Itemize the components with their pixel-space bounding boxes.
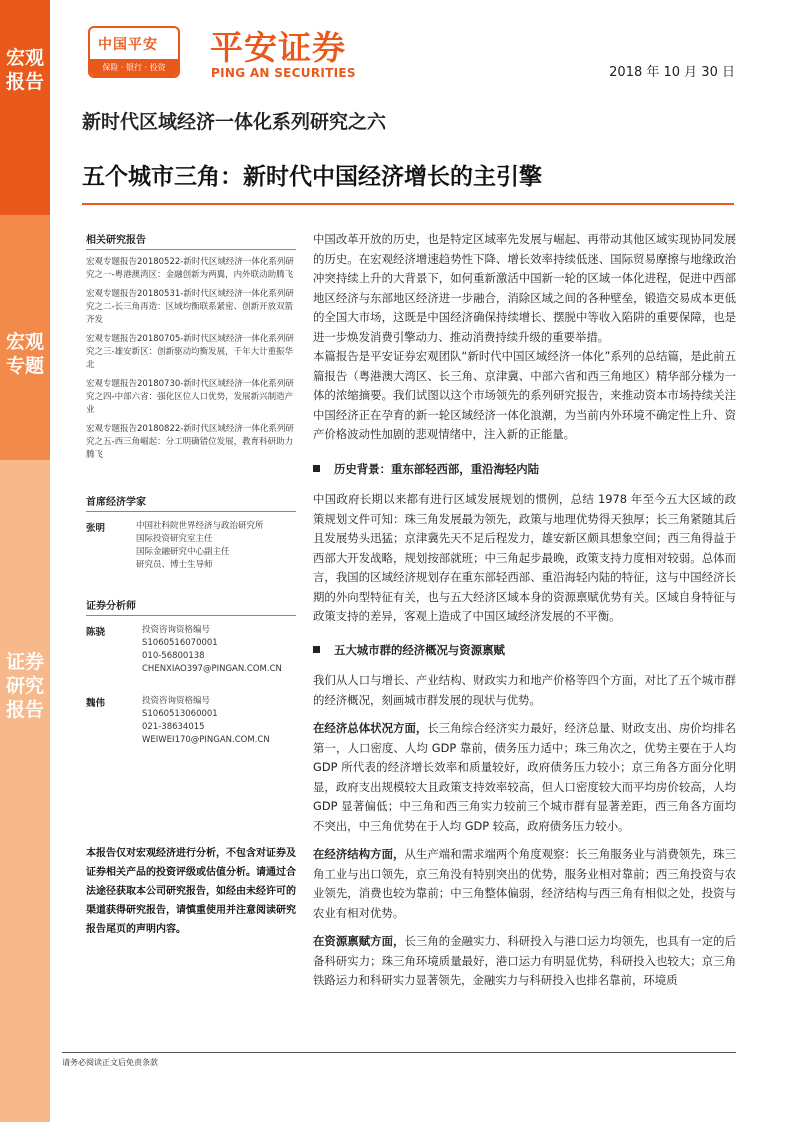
logo-box-tagline: 保险 · 银行 · 投资 [90, 59, 178, 76]
paragraph-lead: 在经济结构方面， [313, 847, 405, 861]
related-report-item[interactable]: 宏观专题报告20180730-新时代区域经济一体化系列研究之四-中部六省：强化区位人口优势，发展新兴制造产业 [86, 379, 294, 415]
section-heading-text: 历史背景：重东部轻西部，重沿海轻内陆 [334, 462, 540, 476]
related-report-item[interactable]: 宏观专题报告20180705-新时代区域经济一体化系列研究之三-雄安新区：创新驱动均衡发展，千年大计重振华北 [86, 334, 294, 370]
side-tab-macro-report: 宏观报告 [5, 47, 44, 93]
section-history [313, 460, 736, 627]
related-report-item[interactable]: 宏观专题报告20180522-新时代区域经济一体化系列研究之一-粤港澳湾区：金融创新为两翼，内外联动助腾飞 [86, 257, 294, 280]
analyst-info [142, 695, 270, 747]
chief-economist-name: 张明 [86, 523, 106, 534]
analyst-cert-number: S1060516070001 [142, 638, 218, 648]
main-body [313, 230, 736, 445]
footer-note: 请务必阅读正文后免责条款 [62, 1058, 158, 1067]
paragraph-lead: 在经济总体状况方面， [313, 721, 428, 735]
bullet-square-icon [313, 646, 320, 653]
intro-paragraph: 本篇报告是平安证券宏观团队“新时代中国区域经济一体化”系列的总结篇，是此前五篇报告（粤港澳大湾区、长三角、京津冀、中部六省和西三角地区）精华部分様为一体的浓缩摘要。我们试图以这个市场领先的系列研究报告，来推动资本市场持续关注中国经济正在孕育的新一轮区域经济一体化浪潮，为当前内外环境不确定性上升、资产价格波动性加剧的悲观情绪中，注入新的正能量。 [313, 349, 736, 441]
ping-an-logo [88, 26, 180, 78]
side-tab-macro-topic: 宏观专题 [5, 331, 44, 377]
paragraph-text: 长三角的金融实力、科研投入与港口运力均领先，也具有一定的后备科研实力；珠三角环境质量最好，港口运力有明显优势，科研投入也较大；京三角铁路运力和科研实力显著领先，金融实力与科研投入也排名靠前，环境质 [313, 934, 736, 987]
logo-box-text: 中国平安 [98, 37, 158, 53]
related-report-item[interactable]: 宏观专题报告20180822-新时代区域经济一体化系列研究之五-西三角崛起：分工明确错位发展，教育科研助力腾飞 [86, 424, 294, 460]
analyst-cert-label: 投资咨询资格编号 [142, 625, 211, 635]
section-paragraph: 我们从人口与增长、产业结构、财政实力和地产价格等四个方面，对比了五个城市群的经济概况，刻画城市群发展的现状与优势。 [313, 673, 736, 707]
paragraph-text: 长三角综合经济实力最好，经济总量、财政支出、房价均排名第一，人口密度、人均 GDP 靠前，债务压力适中；珠三角次之，优势主要在于人均 GDP 所代表的经济增长效率和质量较好，政府债务压力较小；京三角各方面分化明显，政府支出规模较大且政策支持效率较高，但人口密度较大而平均房价较高，人均 GDP 显著偏低；中三角和西三角实力较前三个城市群有显著差距，西三角各方面均不突出，中三角优势在于人均 GDP 较高，政府债务压力较小。 [313, 721, 736, 833]
economist-title-line: 中国社科院世界经济与政治研究所 [136, 521, 264, 531]
brand-name-cn: 平安证券 [210, 28, 346, 67]
analyst-name: 陈骁 [86, 627, 106, 638]
brand-name-en: PING AN SECURITIES [211, 66, 356, 80]
economist-title-line: 国际投资研究室主任 [136, 534, 213, 544]
side-strip-bottom [0, 460, 50, 1122]
page-title: 五个城市三角：新时代中国经济增长的主引擎 [82, 164, 542, 190]
bullet-square-icon [313, 465, 320, 472]
side-strip [0, 0, 50, 1122]
side-strip-top [0, 0, 50, 215]
analyst-phone: 010-56800138 [142, 651, 205, 661]
section-paragraph [313, 932, 736, 991]
section-heading [313, 460, 736, 479]
section-heading-text: 五大城市群的经济概况与资源禀赋 [334, 643, 505, 657]
title-divider [82, 203, 734, 205]
analyst-email[interactable]: WEIWEI170@PINGAN.COM.CN [142, 735, 270, 745]
series-title: 新时代区域经济一体化系列研究之六 [82, 111, 387, 133]
economist-title-line: 国际金融研究中心副主任 [136, 547, 230, 557]
analyst-email[interactable]: CHENXIAO397@PINGAN.COM.CN [142, 664, 282, 674]
section-heading [313, 641, 736, 660]
related-report-item[interactable]: 宏观专题报告20180531-新时代区域经济一体化系列研究之二-长三角再造：区域均衡联系紧密、创新开放双箭齐发 [86, 289, 294, 325]
analysts-section [86, 597, 296, 616]
analyst-info [142, 624, 282, 676]
chief-economist-titles [136, 520, 264, 572]
section-city-clusters [313, 641, 736, 991]
chief-economist-heading: 首席经济学家 [86, 493, 296, 512]
side-tab-securities-research: 证券研究报告 [5, 651, 44, 721]
footer-divider [62, 1052, 736, 1053]
economist-title-line: 研究员、博士生导师 [136, 560, 213, 570]
paragraph-lead: 在资源禀赋方面， [313, 934, 405, 948]
paragraph-text: 从生产端和需求端两个角度观察：长三角服务业与消费领先，珠三角工业与出口领先，京三角没有特别突出的优势，服务业相对靠前；西三角投资与农业领先，消费也较为靠前；中三角整体偏弱，经济结构与西三角有相似之处，投资与农业有相对优势。 [313, 847, 736, 920]
section-paragraph: 中国政府长期以来都有进行区域发展规划的惯例，总结 1978 年至今五大区域的政策规划文件可知：珠三角发展最为领先，政策与地理优势得天独厚；长三角紧随其后且发展势头迅猛；京津冀先天不足后程发力，雄安新区颇具想象空间；西三角得益于西部大开发战略，规划按部就班；中三角起步最晚，政策支持力度相对较弱。总体而言，我国的区域经济规划存在重东部轻西部、重沿海轻内陆的特征，这与中国经济长期的外向型特征有关，也与五大经济区域本身的资源禀赋优势有关。区域自身特征与政策支持的差异，客观上造成了中国区域经济发展的不平衡。 [313, 492, 736, 623]
analyst-phone: 021-38634015 [142, 722, 205, 732]
analyst-name: 魏伟 [86, 698, 106, 709]
disclaimer: 本报告仅对宏观经济进行分析，不包含对证券及证券相关产品的投资评级或估值分析。请通过合法途径获取本公司研究报告，如经由未经许可的渠道获得研究报告，请慎重使用并注意阅读研究报告尾页的声明内容。 [86, 848, 296, 935]
section-paragraph [313, 719, 736, 836]
related-reports-heading: 相关研究报告 [86, 231, 296, 250]
intro-paragraph: 中国改革开放的历史，也是特定区域率先发展与崛起、再带动其他区域实现协同发展的历史。在宏观经济增速趋势性下降、增长效率持续低迷、国际贸易摩擦与地缘政治冲突持续上升的大背景下，如何重新激活中国新一轮的区域一体化进程，促进中西部地区经济与东部地区经济进一步融合，消除区域之间的各种壁垒，锻造交易成本更低的全国大市场，这既是中国经济确保持续增长、摆脱中等收入陷阱的重要保障，也是进一步焕发消费引擎动力、推动消费持续升级的重要举措。 [313, 232, 736, 344]
report-date: 2018 年 10 月 30 日 [609, 65, 735, 80]
related-reports [86, 231, 296, 462]
chief-economist-section [86, 493, 296, 512]
section-paragraph [313, 845, 736, 923]
analyst-cert-label: 投资咨询资格编号 [142, 696, 211, 706]
analyst-cert-number: S1060513060001 [142, 709, 218, 719]
analysts-heading: 证券分析师 [86, 597, 296, 616]
